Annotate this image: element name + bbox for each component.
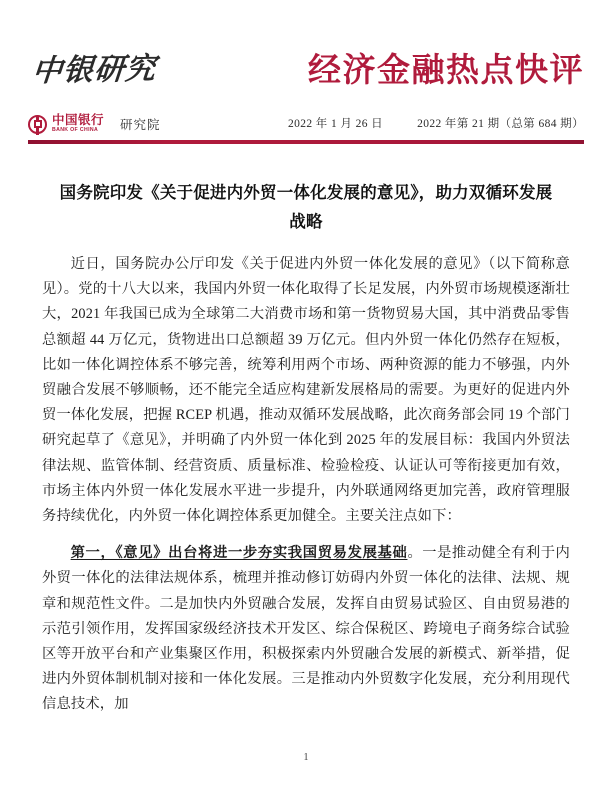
issue-line bbox=[288, 115, 584, 131]
paragraph-2 bbox=[42, 541, 570, 717]
body-content bbox=[42, 252, 570, 718]
bank-name-english: BANK OF CHINA bbox=[52, 127, 99, 134]
paragraph-1: 近日，国务院办公厅印发《关于促进内外贸一体化发展的意见》（以下简称意见）。党的十八大以来，我国内外贸一体化取得了长足发展，内外贸市场规模逐渐壮大，2021 年我国已成为全球第二大消费市场和第一货物贸易大国，其中消费品零售总额超 44 万亿元，货物进出口总额超 39 万亿元。但内外贸一体化仍然存在短板，比如一体化调控体系不够完善，统筹利用两个市场、两种资源的能力不够强，内外贸融合发展不够顺畅，还不能完全适应构建新发展格局的需要。为更好的促进内外贸一体化发展，把握 RCEP 机遇，推动双循环发展战略，此次商务部会同 19 个部门研究起草了《意见》，并明确了内外贸一体化到 2025 年的发展目标：我国内外贸法律法规、监管体制、经营资质、质量标准、检验检疫、认证认可等衔接更加有效，市场主体内外贸一体化发展水平进一步提升，内外联通网络更加完善，政府管理服务持续优化，内外贸一体化调控体系更加健全。主要关注点如下： bbox=[42, 256, 570, 525]
journal-title: 经济金融热点快评 bbox=[308, 51, 584, 88]
bank-name-group bbox=[52, 114, 104, 133]
boc-research-wordmark-logo bbox=[32, 50, 192, 94]
department-label: 研究院 bbox=[120, 118, 161, 132]
masthead-inner bbox=[28, 0, 584, 150]
publication-date: 2022 年 1 月 26 日 bbox=[287, 118, 384, 130]
page-number: 1 bbox=[303, 752, 309, 763]
bank-name-chinese: 中国银行 bbox=[52, 113, 105, 128]
wordmark-text: 中银研究 bbox=[30, 52, 158, 88]
bank-of-china-logo-icon bbox=[28, 115, 47, 134]
bank-of-china-logo-block bbox=[28, 112, 161, 136]
masthead-divider-rule bbox=[28, 140, 584, 144]
paragraph-2-lead-heading: 第一，《意见》出台将进一步夯实我国贸易发展基础 bbox=[70, 545, 408, 562]
issue-number: 2022 年第 21 期（总第 684 期） bbox=[417, 118, 584, 130]
paragraph-2-text: 。一是推动健全有利于内外贸一体化的法律法规体系，梳理并推动修订妨碍内外贸一体化的法律、法规、规章和规范性文件。二是加快内外贸融合发展，发挥自由贸易试验区、自由贸易港的示范引领作用，发挥国家级经济技术开发区、综合保税区、跨境电子商务综合试验区等开放平台和产业集聚区作用，积极探索内外贸融合发展的新模式、新举措，促进内外贸体制机制对接和一体化发展。三是推动内外贸数字化发展，充分利用现代信息技术，加 bbox=[42, 545, 570, 713]
page-title: 国务院印发《关于促进内外贸一体化发展的意见》，助力双循环发展战略 bbox=[59, 184, 553, 232]
masthead bbox=[0, 0, 612, 150]
